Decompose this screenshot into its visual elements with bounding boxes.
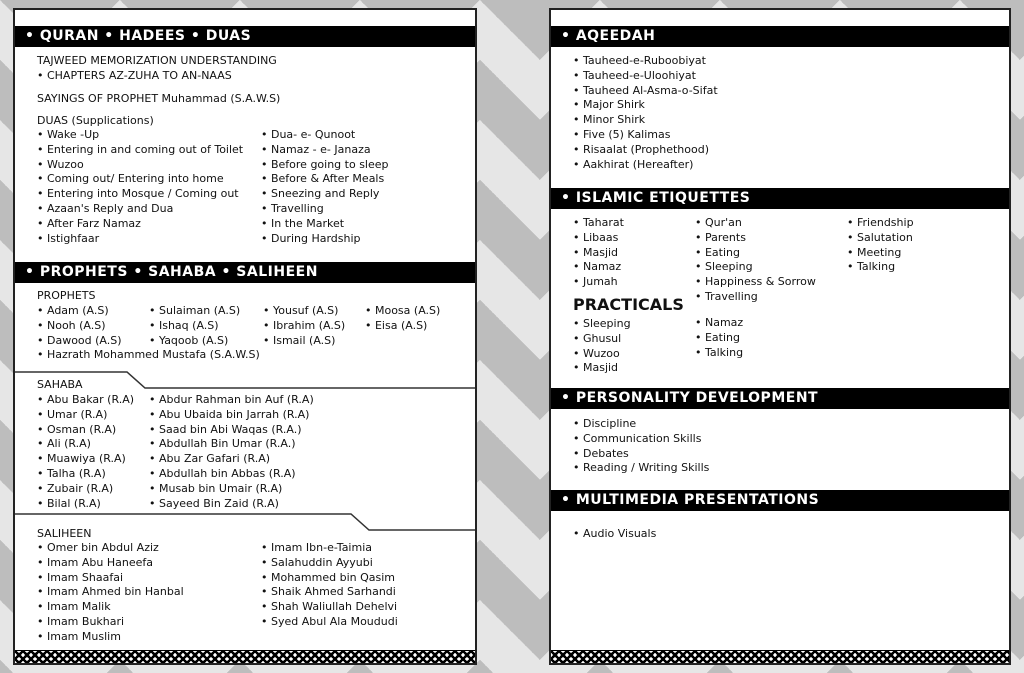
list-item: • Abdullah Bin Umar (R.A.) — [149, 437, 296, 451]
list-item: • Ibrahim (A.S) — [263, 318, 346, 332]
list-item: • Ishaq (A.S) — [149, 318, 219, 332]
list-item: • Debates — [573, 446, 629, 460]
prophets-col4 — [365, 304, 440, 334]
list-item: • Tauheed-e-Ruboobiyat — [573, 54, 706, 67]
list-item: • Talha (R.A) — [37, 466, 106, 480]
list-item: • Abu Bakar (R.A) — [37, 393, 135, 406]
saliheen-col2 — [261, 541, 398, 630]
list-item: • Parents — [695, 230, 746, 244]
list-item: • Nooh (A.S) — [37, 318, 106, 332]
chapters-line: • CHAPTERS AZ-ZUHA TO AN-NAAS — [37, 68, 232, 82]
list-item: • Abdur Rahman bin Auf (R.A) — [149, 393, 314, 406]
prophets-title: PROPHETS — [37, 289, 96, 302]
prophets-sahaba-saliheen-header: • PROPHETS • SAHABA • SALIHEEN — [15, 262, 475, 283]
list-item: • Entering in and coming out of Toilet — [37, 142, 244, 156]
list-item: • Ismail (A.S) — [263, 333, 336, 347]
practicals-col1 — [573, 317, 631, 376]
practicals-col2 — [695, 316, 743, 360]
list-item: • Eating — [695, 330, 740, 344]
list-item: • Sneezing and Reply — [261, 187, 380, 201]
list-item: • Osman (R.A) — [37, 422, 117, 436]
list-item: • Abu Zar Gafari (R.A) — [149, 452, 271, 466]
list-item: • Shah Waliullah Dehelvi — [261, 600, 398, 614]
list-item: • Wuzoo — [37, 157, 84, 171]
list-item: • Imam Muslim — [37, 629, 121, 643]
saliheen-col1 — [37, 541, 184, 645]
list-item: • Musab bin Umair (R.A) — [149, 481, 283, 495]
list-item: • Masjid — [573, 361, 619, 375]
list-item: • Ali (R.A) — [37, 437, 91, 451]
list-item: • Yousuf (A.S) — [263, 304, 339, 317]
list-item: • Qur'an — [695, 216, 742, 229]
quran-section — [37, 54, 280, 129]
list-item: • Before going to sleep — [261, 157, 389, 171]
list-item: • Jumah — [573, 275, 618, 289]
list-item: • Imam Abu Haneefa — [37, 555, 154, 569]
list-item: • Syed Abul Ala Moududi — [261, 614, 398, 628]
list-item: • Yaqoob (A.S) — [149, 333, 229, 347]
list-item: • Sleeping — [573, 317, 631, 330]
list-item: • Namaz - e- Janaza — [261, 142, 371, 156]
duas-title: DUAS (Supplications) — [37, 114, 154, 128]
list-item: • Entering into Mosque / Coming out — [37, 187, 239, 201]
list-item: • Eating — [695, 245, 740, 259]
list-item: • Aakhirat (Hereafter) — [573, 157, 694, 171]
left-page — [13, 8, 477, 665]
list-item: • Sulaiman (A.S) — [149, 304, 241, 317]
list-item: • Abu Ubaida bin Jarrah (R.A) — [149, 407, 310, 421]
list-item: • During Hardship — [261, 231, 361, 245]
list-item: • Tauheed-e-Uloohiyat — [573, 68, 696, 82]
list-item: • Eisa (A.S) — [365, 318, 428, 332]
list-item: • Wake -Up — [37, 128, 100, 141]
list-item: • Hazrath Mohammed Mustafa (S.A.W.S) — [37, 348, 260, 362]
list-item: • Umar (R.A) — [37, 407, 108, 421]
etiquettes-col1 — [573, 216, 624, 290]
list-item: • Imam Malik — [37, 600, 111, 614]
list-item: • Libaas — [573, 230, 619, 244]
list-item: • Sayeed Bin Zaid (R.A) — [149, 496, 279, 510]
list-item: • Reading / Writing Skills — [573, 461, 710, 475]
list-item: • In the Market — [261, 216, 345, 230]
list-item: • Five (5) Kalimas — [573, 127, 671, 141]
right-page — [549, 8, 1011, 665]
list-item: • Friendship — [847, 216, 914, 229]
decorative-border — [15, 650, 475, 663]
list-item: • Salutation — [847, 230, 913, 244]
list-item: • Shaik Ahmed Sarhandi — [261, 585, 396, 599]
list-item: • Major Shirk — [573, 98, 645, 112]
list-item: • Zubair (R.A) — [37, 481, 114, 495]
list-item: • Dua- e- Qunoot — [261, 128, 356, 141]
aqeedah-header: • AQEEDAH — [551, 26, 1009, 47]
list-item: • Discipline — [573, 417, 637, 430]
list-item: • Bilal (R.A) — [37, 496, 101, 510]
list-item: • Imam Ibn-e-Taimia — [261, 541, 372, 554]
sahaba-title: SAHABA — [37, 378, 83, 391]
duas-list-col2 — [261, 128, 389, 246]
list-item: • Salahuddin Ayyubi — [261, 555, 373, 569]
list-item: • Imam Bukhari — [37, 614, 125, 628]
list-item: • Tauheed Al-Asma-o-Sifat — [573, 83, 718, 97]
etiquettes-col2 — [695, 216, 816, 305]
prophets-col3 — [263, 304, 345, 348]
list-item: • Masjid — [573, 245, 619, 259]
sahaba-col1 — [37, 393, 134, 511]
sahaba-col2 — [149, 393, 314, 511]
list-item: • Abdullah bin Abbas (R.A) — [149, 466, 296, 480]
list-item: • Imam Ahmed bin Hanbal — [37, 585, 184, 599]
list-item: • Minor Shirk — [573, 113, 646, 127]
list-item: • Sleeping — [695, 260, 753, 274]
multimedia-list — [573, 527, 656, 542]
saliheen-title: SALIHEEN — [37, 527, 92, 540]
quran-hadees-duas-header: • QURAN • HADEES • DUAS — [15, 26, 475, 47]
list-item: • Audio Visuals — [573, 527, 657, 540]
list-item: • Namaz — [573, 260, 622, 274]
islamic-etiquettes-header: • ISLAMIC ETIQUETTES — [551, 188, 1009, 209]
list-item: • Risaalat (Prophethood) — [573, 142, 709, 156]
list-item: • Coming out/ Entering into home — [37, 172, 224, 186]
section-divider — [15, 371, 477, 389]
list-item: • Communication Skills — [573, 431, 702, 445]
sayings-line: SAYINGS OF PROPHET Muhammad (S.A.W.S) — [37, 91, 281, 105]
list-item: • Saad bin Abi Waqas (R.A.) — [149, 422, 302, 436]
list-item: • Mohammed bin Qasim — [261, 570, 396, 584]
list-item: • Moosa (A.S) — [365, 304, 441, 317]
list-item: • Wuzoo — [573, 346, 620, 360]
list-item: • Omer bin Abdul Aziz — [37, 541, 159, 554]
list-item: • Travelling — [695, 289, 758, 303]
list-item: • Imam Shaafai — [37, 570, 124, 584]
list-item: • Taharat — [573, 216, 624, 229]
list-item: • After Farz Namaz — [37, 216, 141, 230]
aqeedah-list — [573, 54, 718, 172]
list-item: • Talking — [695, 345, 744, 359]
list-item: • Adam (A.S) — [37, 304, 109, 317]
list-item: • Azaan's Reply and Dua — [37, 201, 174, 215]
personality-list — [573, 417, 709, 476]
list-item: • Before & After Meals — [261, 172, 385, 186]
list-item: • Ghusul — [573, 331, 622, 345]
list-item: • Muawiya (R.A) — [37, 452, 126, 466]
duas-list-col1 — [37, 128, 243, 246]
practicals-title: PRACTICALS — [573, 295, 684, 314]
list-item: • Happiness & Sorrow — [695, 275, 816, 289]
list-item: • Namaz — [695, 316, 744, 329]
prophets-col2 — [149, 304, 240, 348]
decorative-border — [551, 650, 1009, 663]
personality-development-header: • PERSONALITY DEVELOPMENT — [551, 388, 1009, 409]
multimedia-presentations-header: • MULTIMEDIA PRESENTATIONS — [551, 490, 1009, 511]
list-item: • Dawood (A.S) — [37, 333, 122, 347]
list-item: • Istighfaar — [37, 231, 100, 245]
etiquettes-col3 — [847, 216, 914, 275]
list-item: • Talking — [847, 260, 896, 274]
list-item: • Travelling — [261, 201, 324, 215]
tajweed-line: TAJWEED MEMORIZATION UNDERSTANDING — [37, 54, 277, 67]
list-item: • Meeting — [847, 245, 902, 259]
